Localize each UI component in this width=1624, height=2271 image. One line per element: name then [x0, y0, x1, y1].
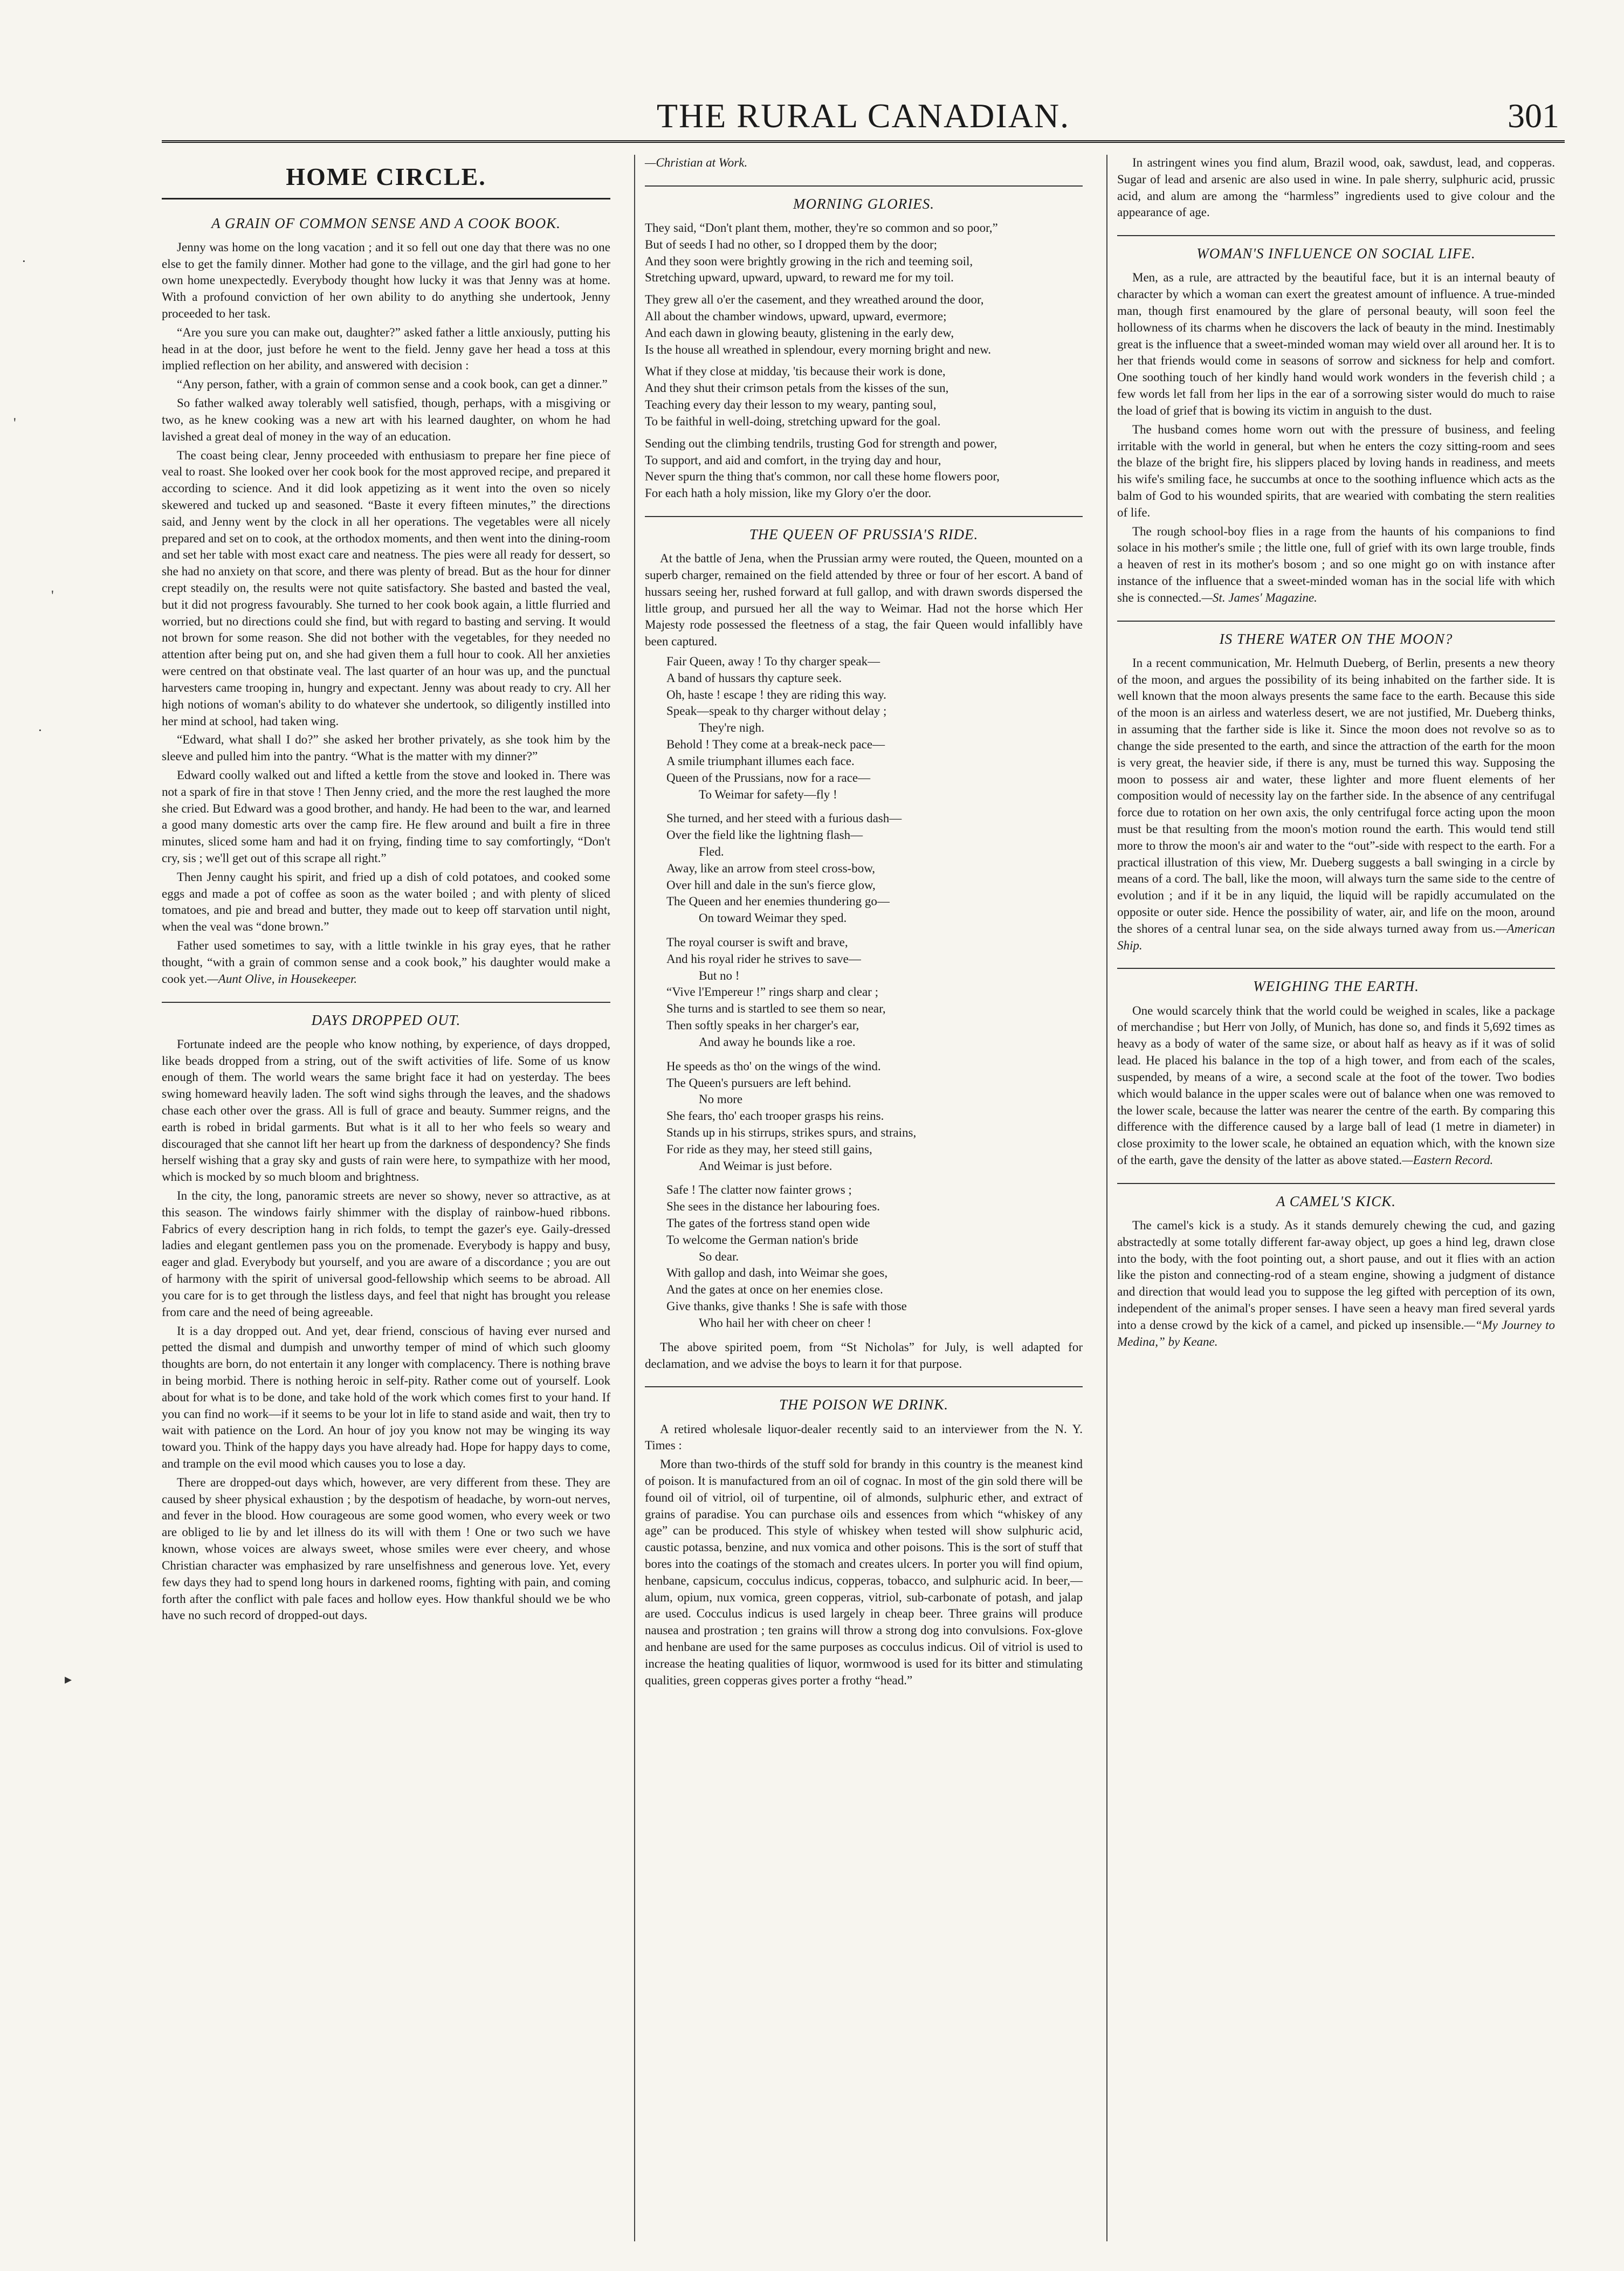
poem-line: So dear.	[699, 1249, 739, 1263]
poem-line: On toward Weimar they sped.	[699, 911, 847, 925]
paragraph: Men, as a rule, are attracted by the beautiful face, but it is an internal beauty of character by which a woman can exert the greatest amount of influence. A true-minded man, though first enamoured by the glare of personal beauty, will soon feel the hollowness of its charms when he discovers the lack of beauty in the mind. Inestimably great is the influence that a sweet-minded woman may wield over all around her. It is to her that friends would come in seasons of sorrow and sickness for help and comfort. One soothing touch of her kindly hand would work wonders in the feverish child ; a few words let fall from her lips in the ear of a sorrowing sister would do much to raise the load of grief that is bowing its victim in anguish to the dust.	[1117, 271, 1555, 417]
poem-line: But of seeds I had no other, so I dropped them by the door;	[645, 237, 938, 251]
paragraph	[162, 938, 610, 987]
article-title-camel: A CAMEL'S KICK.	[1117, 1183, 1555, 1211]
article-title-grain: A GRAIN OF COMMON SENSE AND A COOK BOOK.	[211, 215, 561, 231]
poem-line: She turned, and her steed with a furious dash—	[666, 811, 902, 825]
section-heading: HOME CIRCLE.	[162, 155, 610, 199]
paragraph: Edward coolly walked out and lifted a kettle from the stove and looked in. There was not a spark of fire in that stove ! Then Jenny cried, and the more the rest laughed the more she cried. But Edward was a good brother, and handy. He had been to the war, and learned a good many domestic arts over the camp fire. He flew around and built a fire in three minutes, sliced some ham and had it on frying, finding time to say comfortingly, “Don't cry, sis ; we'll get out of this scrape all right.”	[162, 768, 610, 865]
poem-line: To be faithful in well-doing, stretching upward for the goal.	[645, 414, 941, 428]
newspaper-title: THE RURAL CANADIAN.	[656, 97, 1070, 135]
poem-line: Safe ! The clatter now fainter grows ;	[666, 1183, 852, 1197]
text-columns	[162, 155, 1565, 2241]
paragraph	[1117, 1217, 1555, 1351]
article-source: —Aunt Olive, in Housekeeper.	[207, 972, 357, 986]
poem-line: Sending out the climbing tendrils, trusting God for strength and power,	[645, 436, 997, 450]
article-title-weighing: WEIGHING THE EARTH.	[1117, 968, 1555, 996]
article-source: —“My Journey to Medina,” by Keane.	[1117, 1318, 1556, 1348]
paragraph: “Are you sure you can make out, daughter?” asked father a little anxiously, putting his head in at the door, just before he went to the field. Jenny gave her head a toss at this implied reflection on her ability, and answered with decision :	[162, 325, 610, 373]
poem-line: Oh, haste ! escape ! they are riding this way.	[666, 687, 886, 701]
margin-bullet: ▸	[65, 1671, 72, 1687]
paragraph: The above spirited poem, from “St Nicholas” for July, is well adapted for declamation, and we advise the boys to learn it for that purpose.	[645, 1340, 1083, 1371]
poem-morning-glories	[645, 220, 1083, 502]
margin-speck: '	[51, 588, 54, 603]
poem-line: No more	[699, 1092, 743, 1106]
article-source: —St. James' Magazine.	[1201, 590, 1317, 604]
poem-line: To Weimar for safety—fly !	[699, 787, 837, 801]
poem-line: Queen of the Prussians, now for a race—	[666, 770, 871, 784]
poem-line: Behold ! They come at a break-neck pace—	[666, 738, 885, 752]
poem-line: They're nigh.	[699, 721, 765, 735]
article-body-grain	[162, 239, 610, 988]
poem-line: The Queen and her enemies thundering go—	[666, 894, 890, 909]
poem-line: Teaching every day their lesson to my weary, panting soul,	[645, 398, 937, 412]
paragraph: So father walked away tolerably well satisfied, though, perhaps, with a misgiving or two, as he knew cooking was a new art with his learned daughter, on whom he had lavished a great deal of money in the way of an education.	[162, 396, 610, 443]
poem-line: Speak—speak to thy charger without delay ;	[666, 704, 887, 718]
poem-line: And Weimar is just before.	[699, 1159, 832, 1173]
paragraph: Fortunate indeed are the people who know nothing, by experience, of days dropped, like beads dropped from a string, out of the swift activities of life. Some of us know enough of them. The world wears the same bright face it had on yesterday. The bees swing homeward heavily laden. The soft wind sighs through the leaves, and the shadows chase each other over the grass. All is full of grace and beauty. Summer reigns, and the earth is robed in bridal garments. But what is it all to her who feels so weary and discouraged that she cannot lift her heart up from the darkness of despondency? She finds herself wishing that a gray sky and gusts of rain were here, to sympathize with her mood, which is mocked by so much bloom and brightness.	[162, 1037, 610, 1184]
paragraph-text: The camel's kick is a study. As it stands demurely chewing the cud, and gazing abstractedly at some totally different far-away object, up goes a hind leg, drawn close into the body, with the foot pointing out, a short pause, and out it flies with an action like the piston and connecting-rod of a steam engine, showing a judgment of distance and direction that would lead you to suppose the leg gifted with perception of its own, independent of the animal's proper senses. I have seen a heavy man fired several yards into a dense crowd by the kick of a camel, and picked up insensible.	[1117, 1218, 1555, 1332]
poem-line: And his royal rider he strives to save—	[666, 952, 861, 966]
article-title-poison: THE POISON WE DRINK.	[645, 1386, 1083, 1414]
poem-line: And each dawn in glowing beauty, glistening in the early dew,	[645, 326, 954, 340]
paragraph	[1117, 1003, 1555, 1169]
article-source: —Christian at Work.	[645, 156, 748, 169]
paragraph	[1117, 524, 1555, 607]
poem-line: “Vive l'Empereur !” rings sharp and clear ;	[666, 985, 878, 999]
paragraph-text: One would scarcely think that the world could be weighed in scales, like a package of merchandise ; but Herr von Jolly, of Munich, has done so, and finds it 5,692 times as heavy as a body of water of the same size, or about half as heavy as if it was of solid lead. He placed his balance in the top of a high tower, and from each of the scales, suspended, by means of a wire, a second scale at the foot of the tower. Two bodies which would balance in the upper scales were out of balance when one was removed to the lower scale, because the latter was nearer the centre of the earth. By comparing this difference with the difference caused by a large ball of lead (1 metre in diameter) in close proximity to the lower scale, he obtained an equation which, with the known size of the earth, gave the density of the latter as above stated.	[1117, 1003, 1555, 1167]
poem-queen-ride	[645, 653, 1083, 1332]
masthead	[162, 81, 1565, 143]
article-title-influence: WOMAN'S INFLUENCE ON SOCIAL LIFE.	[1117, 235, 1555, 263]
poem-line: A band of hussars thy capture seek.	[666, 671, 842, 685]
poem-line: And the gates at once on her enemies close.	[666, 1283, 883, 1297]
poem-stanza	[645, 292, 1083, 358]
article-source: —Eastern Record.	[1402, 1153, 1494, 1167]
poem-line: Over hill and dale in the sun's fierce glow,	[666, 878, 876, 892]
poem-stanza	[666, 1182, 1083, 1331]
paragraph: “Any person, father, with a grain of common sense and a cook book, can get a dinner.”	[177, 377, 608, 391]
paragraph-text: Father used sometimes to say, with a little twinkle in his gray eyes, that he rather thought, “with a grain of common sense and a cook book,” his daughter would make a cook yet.	[162, 939, 610, 986]
poem-stanza	[666, 934, 1083, 1051]
poem-line: Fair Queen, away ! To thy charger speak—	[666, 655, 880, 669]
poem-line: All about the chamber windows, upward, upward, evermore;	[645, 309, 947, 324]
poem-line: She fears, tho' each trooper grasps his reins.	[666, 1109, 884, 1123]
poem-line: He speeds as tho' on the wings of the wind.	[666, 1059, 881, 1073]
margin-marks	[0, 0, 162, 2271]
poem-line: The royal courser is swift and brave,	[666, 935, 848, 949]
article-title-moon: IS THERE WATER ON THE MOON?	[1117, 621, 1555, 649]
article-source: —American Ship.	[1117, 921, 1555, 952]
column-1	[162, 155, 620, 2241]
poem-line: But no !	[699, 968, 740, 982]
paragraph: There are dropped-out days which, however, are very different from these. They are caused by sheer physical exhaustion ; by the despotism of headache, by worn-out nerves, and fever in the blood. How courageous are some good women, who every week or two are obliged to lie by and let illness do its will with them ! One or two such we have known, whose voices are always sweet, whose smiles were ever cheery, and whose Christian character was emphasized by rare unselfishness and generous love. Yet, every few days they had to spend long hours in darkened rooms, fighting with pain, and coming forth after the conflict with pale faces and hollow eyes. How thankful should we be who have no such record of dropped-out days.	[162, 1475, 610, 1622]
poem-line: Is the house all wreathed in splendour, every morning bright and new.	[645, 342, 992, 356]
poem-line: Fled.	[699, 844, 724, 858]
article-body-days	[162, 1036, 610, 1624]
poem-stanza	[666, 810, 1083, 927]
paragraph: A retired wholesale liquor-dealer recently said to an interviewer from the N. Y. Times :	[645, 1422, 1083, 1453]
paragraph	[1117, 655, 1555, 954]
paragraph: Then Jenny caught his spirit, and fried up a dish of cold potatoes, and cooked some eggs and made a pot of coffee as soon as the water boiled ; and with plenty of sliced tomatoes, and pie and bread and butter, they made out to keep off starvation until night, when the veal was “done brown.”	[162, 870, 610, 934]
poem-line: The gates of the fortress stand open wide	[666, 1216, 870, 1230]
poem-stanza	[645, 363, 1083, 430]
poem-line: What if they close at midday, 'tis because their work is done,	[645, 364, 946, 379]
paragraph-text: The rough school-boy flies in a rage from the haunts of his companions to find solace in his mother's smile ; the little one, full of grief with its own large trouble, finds a heaven of rest in its mother's bosom ; and so one might go on with instance after instance of the influence that a sweet-minded woman has in the social life with which she is connected.	[1117, 524, 1555, 604]
paragraph-text: In a recent communication, Mr. Helmuth Dueberg, of Berlin, presents a new theory of the moon, and argues the possibility of its being inhabited on the farther side. It is well known that the moon always presents the same face to the earth. Because this side of the moon is an airless and waterless desert, we are not justified, Mr. Dueberg thinks, in assuming that the farther side is like it. Since the moon does not revolve so as to change the side presented to the earth, and since the attraction of the earth for the moon is very great, the heavier side, if there is any, must be turned this way. Supposing the moon to possess air and water, these lighter and more fluent elements of her composition would of necessity lay on the farther side. In the absence of any centrifugal force due to rotation on her own axis, the only centrifugal force acting upon the moon must be that resulting from the moon's motion round the earth. This would tend still more to throw the moon's air and water to the “out”-side with respect to the earth. For a practical illustration of this view, Mr. Dueberg suggests a ball swinging in a circle by means of a cord. The ball, like the moon, will always turn the same side to the centre of evolution ; and if it be in any liquid, the liquid will be rapidly accumulated on the opposite or outer side. Hence the possibility of water, air, and life on the moon, around the shores of a central lunar sea, on the side always turned away from us.	[1117, 656, 1555, 935]
poem-line: For ride as they may, her steed still gains,	[666, 1142, 872, 1156]
poem-line: A smile triumphant illumes each face.	[666, 754, 855, 768]
paragraph: In the city, the long, panoramic streets are never so showy, never so attractive, as at this season. The windows fairly shimmer with the display of rainbow-hued ribbons. Fabrics of every description hang in rich folds, to tempt the gazer's eye. Gaily-dressed ladies and elegant gentlemen pass you on the promenade. Everybody is happy and busy, eager and glad. Everybody but yourself, and you are aware of a discordance ; you are out of harmony with the spirit of universal good-fellowship which seems to be abroad. All you care for is to get through the listless days, and feel that night has brought you release from care and the need of being agreeable.	[162, 1189, 610, 1319]
margin-speck: ·	[38, 722, 43, 738]
margin-speck: '	[13, 415, 16, 431]
poem-line: Give thanks, give thanks ! She is safe with those	[666, 1299, 907, 1313]
poem-stanza	[645, 436, 1083, 502]
poem-line: She turns and is startled to see them so near,	[666, 1002, 886, 1016]
poem-line: They said, “Don't plant them, mother, they're so common and so poor,”	[645, 221, 998, 235]
poem-line: They grew all o'er the casement, and they wreathed around the door,	[645, 293, 984, 307]
paragraph: More than two-thirds of the stuff sold for brandy in this country is the meanest kind of poison. It is manufactured from an oil of cognac. In most of the gin sold there will be found oil of vitriol, oil of turpentine, oil of almonds, sulphuric ether, and extract of grains of paradise. You can purchase oils and essences from which “whiskey of any age” can be produced. This style of whiskey when tested will show sulphuric acid, caustic potassa, benzine, and nux vomica and other poisons. This is the sort of stuff that bores into the coatings of the stomach and creates ulcers. In porter you will find opium, henbane, capsicum, cocculus indicus, copperas, tobacco, and sulphuric acid. In beer,—alum, opium, nux vomica, green copperas, vitriol, sub-carbonate of potash, and jalap are used. Cocculus indicus is used largely in cheap beer. Three grains will produce nausea and prostration ; ten grains will throw a strong dog into convulsions. Fox-glove and henbane are used for the same purposes as cocculus indicus. Oil of vitriol is used to increase the heating qualities of liquor, wormwood is used for its bitter and stimulating qualities, green copperas gives porter a frothy “head.”	[645, 1457, 1083, 1687]
poem-line: Never spurn the thing that's common, nor call these home flowers poor,	[645, 470, 1000, 484]
paragraph: The coast being clear, Jenny proceeded with enthusiasm to prepare her fine piece of veal to roast. She looked over her cook book for the most approved recipe, and prepared it according to science. And it did look appetizing as it went into the oven so nicely skewered and tucked up and seasoned. “Baste it every fifteen minutes,” the directions said, and Jenny went by the clock in all her operations. The vegetables were all nicely prepared and set on to cook, at the orthodox moments, and then went into the dining-room and set her table with most exact care and neatness. The pies were all ready for dessert, so she had no anxiety on that score, and there was plenty of bread. But as the hour for dinner crept steadily on, the results were not quite satisfactory. She basted and basted the veal, but it did not progress favourably. She turned to her cook book again, a little flurried and worried, but no directions could she find, but with regard to basting and serving. It would not brown for some reason. She did not bother with the vegetables, for they needed no attention after being put on, and she had given them a full hour to cook. All her anxieties were centred on that obstinate veal. The last quarter of an hour was up, and the punctual harvesters came trooping in, hungry and expectant. Jenny was about ready to cry. All her high notions of woman's ability to do whatever she undertook, so diligently instilled into her mind at school, had taken wing.	[162, 448, 610, 728]
poem-line: Away, like an arrow from steel cross-bow,	[666, 861, 876, 875]
poem-line: Who hail her with cheer on cheer !	[699, 1316, 871, 1330]
poem-line: With gallop and dash, into Weimar she goes,	[666, 1266, 888, 1280]
poem-line: Stretching upward, upward, upward, to reward me for my toil.	[645, 271, 954, 285]
poem-line: And they soon were brightly growing in the rich and teeming soil,	[645, 254, 973, 268]
poem-line: She sees in the distance her labouring foes.	[666, 1200, 880, 1214]
paragraph: Jenny was home on the long vacation ; and it so fell out one day that there was no one else to get the family dinner. Mother had gone to the village, and the girl had gone to her own home unexpectedly. Everybody thought how lucky it was that Jenny was at home. With a profound conviction of her own ability to do anything she undertook, Jenny proceeded to her task.	[162, 240, 610, 321]
poem-line: To welcome the German nation's bride	[666, 1233, 858, 1247]
paragraph: “Edward, what shall I do?” she asked her brother privately, as she took him by the sleeve and pulled him into the pantry. “What is the matter with my dinner?”	[162, 733, 610, 763]
poem-line: Then softly speaks in her charger's ear,	[666, 1018, 859, 1033]
poem-stanza	[645, 220, 1083, 286]
margin-speck: ·	[22, 253, 26, 269]
paragraph: In astringent wines you find alum, Brazil wood, oak, sawdust, lead, and copperas. Sugar of lead and arsenic are also used in wine. In pale sherry, sulphuric acid, prussic acid, and alum are among the “harmless” ingredients used to give colour and the appearance of age.	[1117, 156, 1555, 219]
poem-line: Stands up in his stirrups, strikes spurs, and strains,	[666, 1125, 917, 1139]
poem-line: And they shut their crimson petals from the kisses of the sun,	[645, 381, 949, 395]
poem-stanza	[666, 1058, 1083, 1175]
paragraph: At the battle of Jena, when the Prussian army were routed, the Queen, mounted on a superb charger, remained on the field attended by three or four of her escort. A band of hussars seeing her, rushed forward at full gallop, and with drawn swords dispersed the little group, and pursued her all the way to Weimar. Had not the horse which Her Majesty rode possessed the fleetness of a stag, the fair Queen would infallibly have been captured.	[645, 552, 1083, 649]
page-number: 301	[1508, 97, 1559, 135]
column-2	[634, 155, 1092, 2241]
poem-line: And away he bounds like a roe.	[699, 1035, 856, 1049]
article-title-queen: THE QUEEN OF PRUSSIA'S RIDE.	[645, 516, 1083, 544]
column-3	[1106, 155, 1565, 2241]
poem-stanza	[666, 653, 1083, 803]
poem-line: Over the field like the lightning flash—	[666, 828, 863, 842]
poem-line: For each hath a holy mission, like my Glory o'er the door.	[645, 486, 932, 500]
poem-line: To support, and aid and comfort, in the trying day and hour,	[645, 453, 941, 467]
paragraph: The husband comes home worn out with the pressure of business, and feeling irritable with the world in general, but when he enters the cozy sitting-room and sees the blaze of the bright fire, his slippers placed by loving hands in readiness, and meets his wife's smiling face, he succumbs at once to the soothing influence which acts as the balm of God to his wounded spirits, that are wearied with combating the stern realities of life.	[1117, 422, 1555, 519]
paragraph: It is a day dropped out. And yet, dear friend, conscious of having ever nursed and petted the dismal and dumpish and unworthy temper of mind of which such gloomy thoughts are born, do not entertain it any longer with complacency. There is nothing brave in being morbid. There is nothing heroic in self-pity. Rather come out of yourself. Look about for what is to be done, and take hold of the work which comes first to your hand. If you can find no work—if it seems to be your lot in life to stand aside and wait, then try to wait with patience on the Lord. An hour of joy you know not may be winging its way toward you. Think of the happy days you have already had. Hope for happy days to come, and trample on the evil mood which causes you to lose a day.	[162, 1324, 610, 1471]
article-title-days: DAYS DROPPED OUT.	[162, 1002, 610, 1030]
article-title-glories: MORNING GLORIES.	[645, 185, 1083, 214]
poem-line: The Queen's pursuers are left behind.	[666, 1076, 851, 1090]
